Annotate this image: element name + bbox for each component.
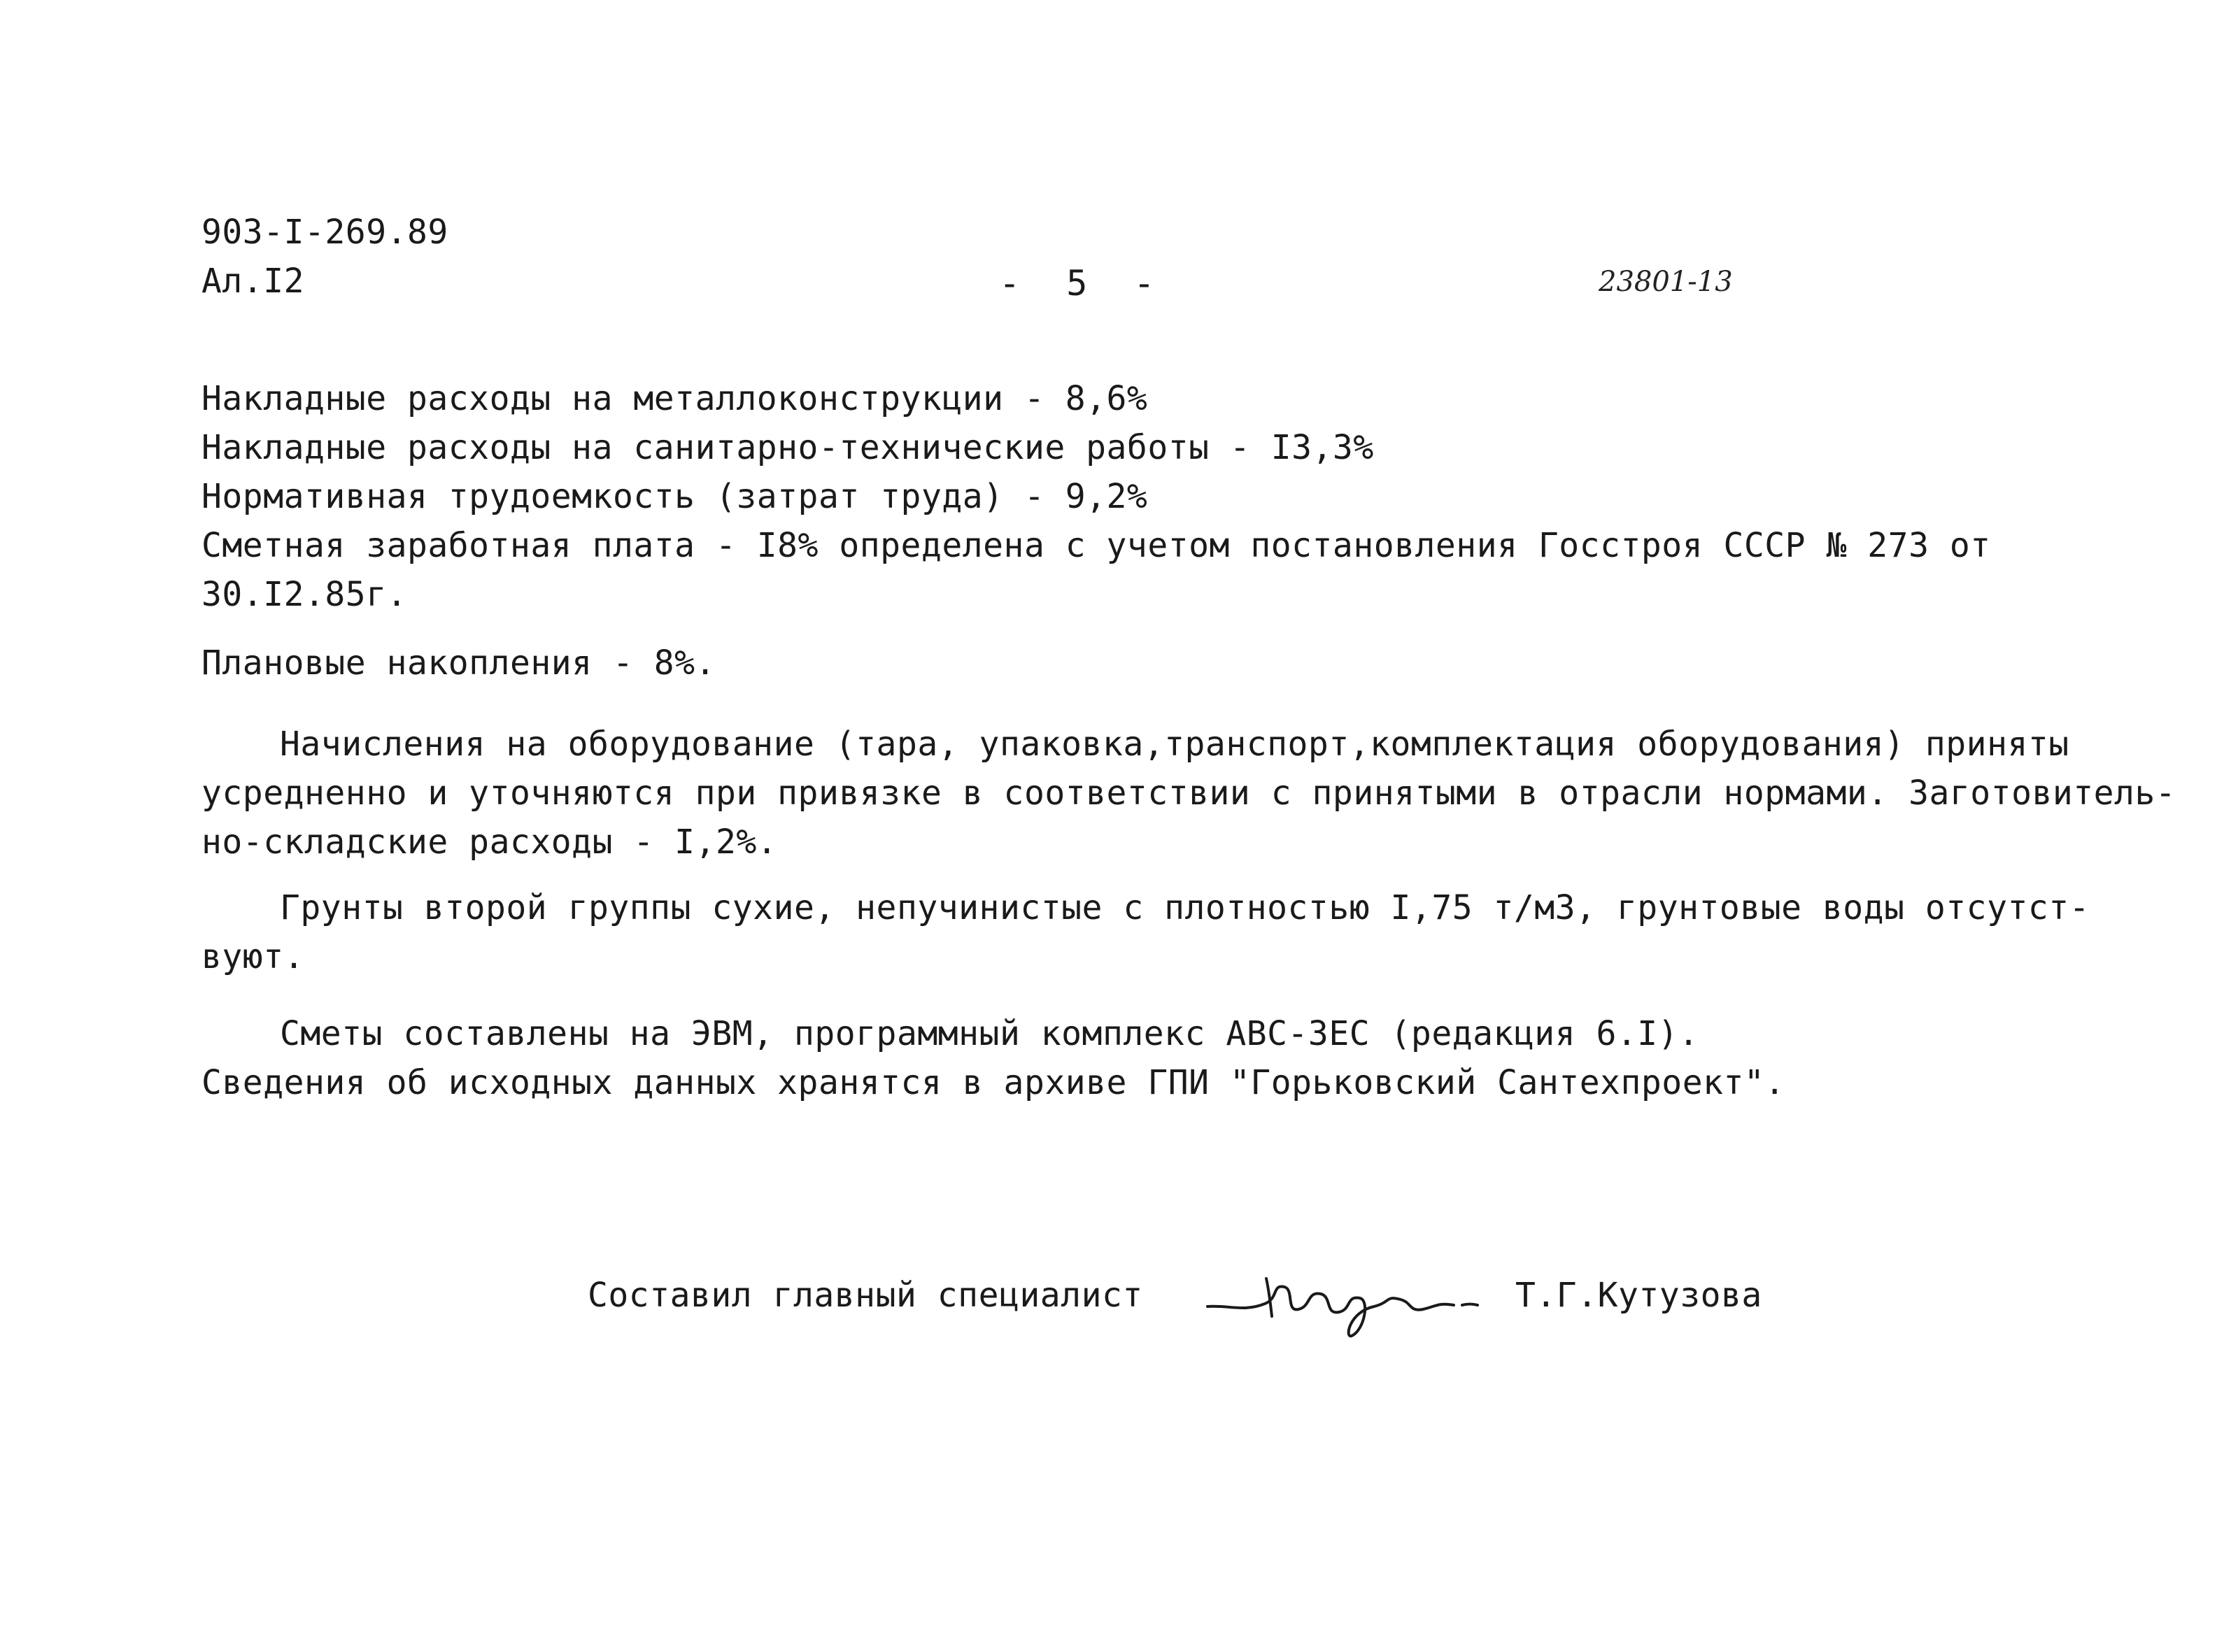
computer-line-2: Сведения об исходных данных хранятся в архиве ГПИ "Горьковский Сантехпроект". xyxy=(201,1063,1785,1102)
equipment-line-2: усредненно и уточняются при привязке в соответствии с принятыми в отрасли нормами. Заготовитель- xyxy=(201,774,2176,813)
equipment-line-1: Начисления на оборудование (тара, упаковка,транспорт,комплектация оборудования) приняты xyxy=(280,725,2069,764)
compiled-by-label: Составил главный специалист xyxy=(588,1276,1143,1315)
author-name: Т.Г.Кутузова xyxy=(1515,1276,1762,1315)
overhead-wages: Сметная заработная плата - I8% определена с учетом постановления Госстроя СССР № 273 от xyxy=(201,526,1991,565)
computer-line-1: Сметы составлены на ЭВМ, программный комплекс АВС-3ЕС (редакция 6.I). xyxy=(280,1014,1699,1053)
planned-savings: Плановые накопления - 8%. xyxy=(201,643,716,683)
soil-line-1: Грунты второй группы сухие, непучинистые с плотностью I,75 т/м3, грунтовые воды отсутст- xyxy=(280,888,2090,927)
overhead-wages-date: 30.I2.85г. xyxy=(201,575,407,614)
overhead-sanitary: Накладные расходы на санитарно-технические работы - I3,3% xyxy=(201,428,1374,467)
page-number: - 5 - xyxy=(999,263,1168,304)
archive-number: 23801-13 xyxy=(1599,266,1733,298)
sheet-label: Ал.I2 xyxy=(201,262,304,301)
overhead-labor: Нормативная трудоемкость (затрат труда) - 9,2% xyxy=(201,477,1148,516)
doc-number: 903-I-269.89 xyxy=(201,213,448,252)
soil-line-2: вуют. xyxy=(201,937,304,976)
equipment-line-3: но-складские расходы - I,2%. xyxy=(201,823,778,862)
overhead-metal: Накладные расходы на металлоконструкции - 8,6% xyxy=(201,379,1148,418)
signature-mark xyxy=(1202,1263,1482,1340)
